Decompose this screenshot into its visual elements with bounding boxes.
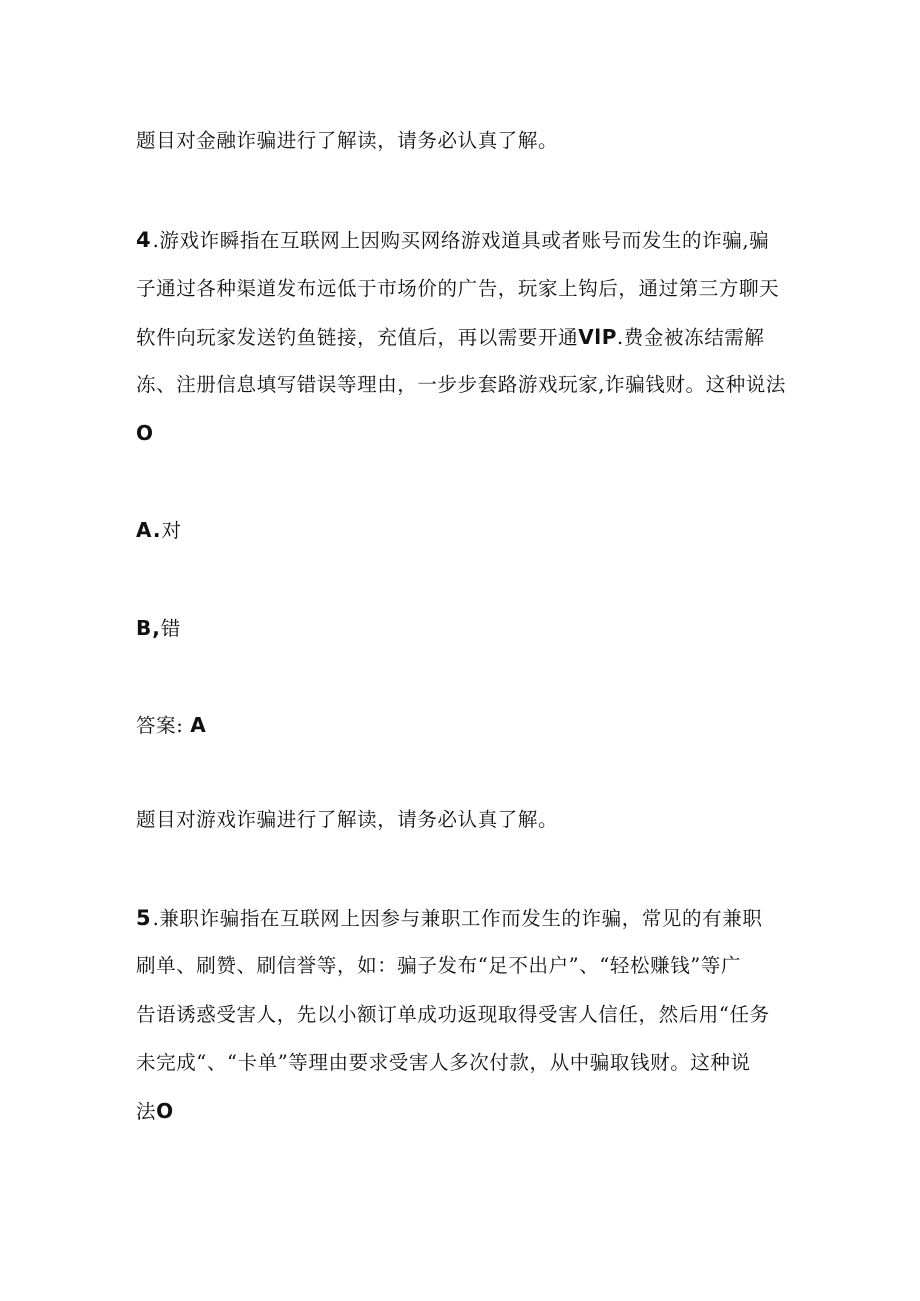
q5-line-3: 告语诱惑受害人，先以小额订单成功返现取得受害人信任，然后用“任务 — [136, 1003, 770, 1026]
q4-vip: VlP — [578, 325, 617, 349]
q5-line-2: 刷单、刷赞、刷信誉等，如：骗子发布“足不出户”、“轻松赚钱”等广 — [136, 954, 742, 977]
q4-option-b-text: 错 — [160, 617, 181, 640]
q4-option-a-text: 对 — [161, 519, 182, 542]
q4-answer — [136, 713, 786, 738]
q5-line-1 — [136, 906, 786, 931]
q4-number: 4 — [136, 228, 153, 252]
q5-text-5: 法 — [136, 1100, 157, 1123]
q5-line-4: 未完成“、“卡单”等理由要求受害人多次付款，从中骗取钱财。这种说 — [136, 1051, 751, 1074]
q4-option-b — [136, 616, 786, 641]
q5-blank: O — [156, 1099, 174, 1123]
q4-blank: O — [136, 421, 154, 445]
q4-line-2: 子通过各种渠道发布远低于市场价的广告，玩家上钩后，通过第三方聊天 — [136, 277, 780, 300]
q4-text-3: 软件向玩家发送钓鱼链接，充值后，再以需要开通 — [136, 326, 579, 349]
q4-text-1: .游戏诈瞬指在互联网上因购买网络游戏道具或者账号而发生的诈骗,骗 — [152, 229, 770, 252]
q5-line-5 — [136, 1099, 786, 1124]
q3-explanation: 题目对金融诈骗进行了解读，请务必认真了解。 — [136, 129, 559, 152]
q4-explanation: 题目对游戏诈骗进行了解读，请务必认真了解。 — [136, 808, 559, 831]
q5-text-1: .兼职诈骗指在互联网上因参与兼职工作而发生的诈骗，常见的有兼职 — [152, 907, 763, 930]
q4-line-4: 冻、注册信息填写错误等理由，一步步套路游戏玩家,诈骗钱财。这种说法 — [136, 373, 786, 396]
q5-number: 5 — [136, 906, 153, 930]
q4-answer-value: A — [190, 713, 207, 737]
q4-line-3 — [136, 325, 786, 350]
q4-line-1 — [136, 228, 786, 253]
q4-option-b-label: B, — [136, 616, 161, 640]
q4-option-a-label: A. — [136, 518, 162, 542]
q4-option-a — [136, 518, 786, 543]
q4-text-3b: .费金被冻结需解 — [617, 326, 765, 349]
q4-answer-label: 答案: — [136, 714, 184, 737]
